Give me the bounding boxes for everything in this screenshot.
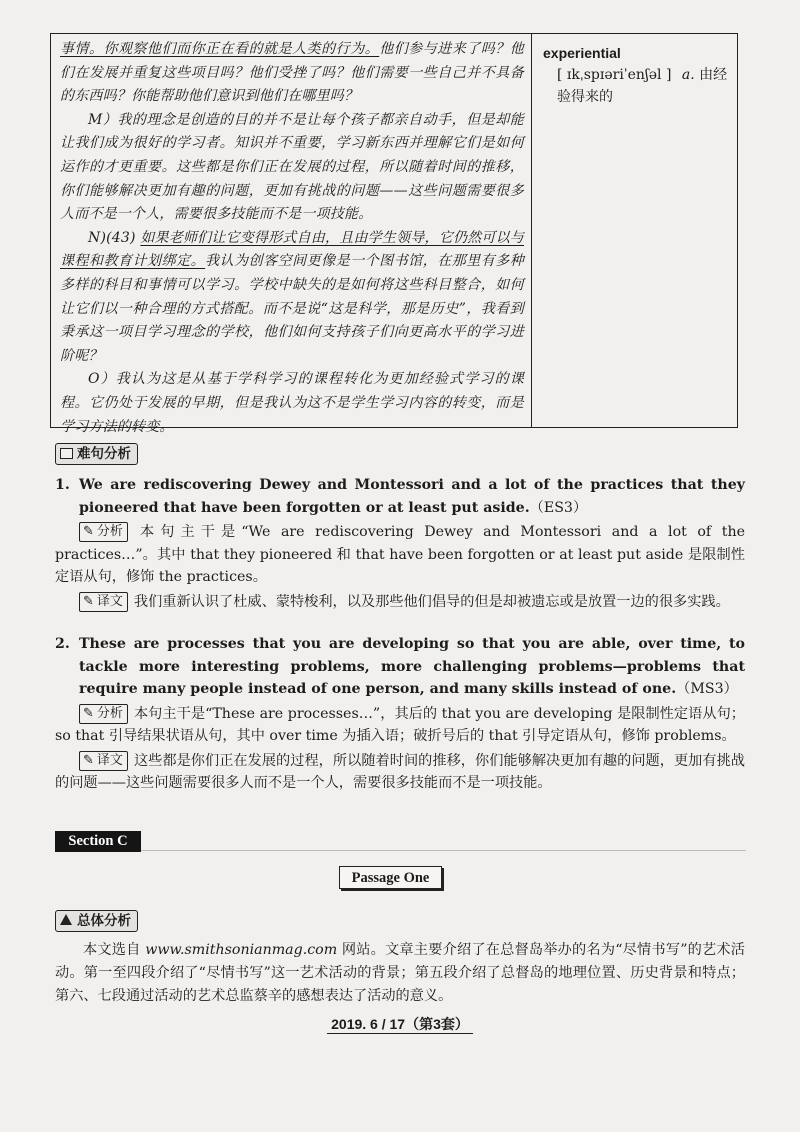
english-sentence: We are rediscovering Dewey and Montessori and a lot of the practices that they pioneered that have been forgotten or at least put aside.: [79, 477, 745, 516]
sentence-source: （MS3）: [676, 681, 738, 697]
vocab-word: experiential: [543, 45, 621, 61]
analysis-label: 分析: [96, 524, 123, 539]
overview-header: [55, 910, 138, 932]
pencil-icon: ✎: [83, 524, 94, 539]
paragraph-text: M）我的理念是创造的目的并不是让每个孩子都亲自动手，但是却能让我们成为很好的学习者。知识并不重要，学习新东西并理解它们是如何运作的才更重要。这些都是你们正在发展的过程，所以随着时间的推移，你们能够解决更加有趣的问题，更加有挑战的问题——这些问题需要很多人而不是一个人，需要很多技能而不是一项技能。: [60, 111, 524, 223]
paragraph-text: 我认为创客空间更像是一个图书馆，在那里有多种多样的科目和事情可以学习。学校中缺失的是如何将这些科目整合，如何让它们以一种合理的方式搭配。而不是说“这是科学，那是历史”，我看到秉承这一项目学习理念的学校，他们如何支持孩子们向更高水平的学习进阶呢？: [60, 253, 525, 364]
analysis-text: 本句主干是“These are processes…”，其后的 that you are developing 是限制性定语从句；so that 引导结果状语从句，其中 over time 为插入语；破折号后的 that 引导定语从句，修饰 problems。: [55, 705, 745, 744]
paragraph-text: N)(43): [88, 229, 141, 246]
pencil-icon: ✎: [83, 752, 94, 768]
translation-text: 这些都是你们正在发展的过程，所以随着时间的推移，你们能够解决更加有趣的问题，更加有挑战的问题——这些问题需要很多人而不是一个人，需要很多技能而不是一项技能。: [55, 752, 745, 791]
section-divider: [141, 850, 746, 851]
sentence-source: （ES3）: [529, 499, 588, 516]
translation-label: 译文: [96, 752, 123, 768]
pencil-icon: ✎: [83, 593, 94, 609]
difficult-sentences-header: [55, 443, 138, 465]
translation-block: [55, 591, 745, 614]
sentence-item-1: [55, 474, 745, 613]
translation-column: [60, 38, 524, 439]
passage-title: Passage One: [339, 866, 442, 889]
sentence-text: [55, 474, 745, 519]
pencil-icon: ✎: [83, 705, 94, 721]
summary-intro: 本文选自: [83, 942, 146, 958]
analysis-label: 分析: [96, 705, 123, 721]
vocab-phonetic: [ ɪkˌspɪəriˈenʃəl ]: [557, 67, 672, 83]
analysis-block: [55, 703, 745, 748]
translation-paragraph: [60, 109, 524, 227]
overview-icon: [60, 914, 72, 925]
vocab-meaning: 由经验得来的: [557, 67, 728, 105]
overview-title: 总体分析: [77, 913, 131, 929]
underlined-text: 事情。你观察他们而你正在看的就是人类的行为。: [60, 41, 380, 57]
page-number: 2019. 6 / 17（第3套）: [327, 1016, 473, 1034]
page-footer: [0, 1014, 800, 1034]
vocabulary-column: [543, 42, 733, 108]
note-icon: [60, 448, 73, 459]
vocab-pos: a.: [681, 67, 695, 83]
translation-paragraph: [60, 38, 524, 109]
translation-block: [55, 750, 745, 795]
overview-summary: [55, 939, 745, 1008]
translation-label: 译文: [96, 593, 123, 609]
underlined-text: 如果老师们让它变得形式自由，且由学生领导，它仍然可以与课程和教育计划绑定。: [60, 229, 524, 270]
analysis-tag: [79, 522, 128, 542]
analysis-block: [55, 521, 745, 589]
item-number: 1.: [55, 477, 70, 493]
vocab-entry: [543, 64, 733, 108]
translation-paragraph: [60, 227, 524, 369]
paragraph-text: 他们参与进来了吗？他们在发展并重复这些项目吗？他们受挫了吗？他们需要一些自己并不具备的东西吗？你能帮助他们意识到他们在哪里吗？: [60, 41, 525, 105]
translation-tag: [79, 592, 128, 612]
section-c-label: Section C: [55, 831, 141, 852]
summary-body: 网站。文章主要介绍了在总督岛举办的名为“尽情书写”的艺术活动。第一至四段介绍了“尽情书写”这一艺术活动的背景；第五段介绍了总督岛的地理位置、历史背景和特点；第六、七段通过活动的艺术总监蔡辛的感想表达了活动的意义。: [55, 942, 745, 1004]
translation-table: [50, 33, 738, 435]
sentence-item-2: [55, 633, 745, 795]
translation-tag: [79, 751, 128, 771]
item-number: 2.: [55, 636, 70, 652]
analysis-tag: [79, 704, 128, 724]
sentence-text: [55, 633, 745, 701]
analysis-text: 本句主干是“We are rediscovering Dewey and Montessori and a lot of the practices…”。其中 that they pioneered 和 that have been forgotten or at least put aside 是限制性定语从句，修饰 the practices。: [55, 524, 745, 585]
table-column-divider: [531, 34, 532, 427]
paragraph-text: O）我认为这是从基于学科学习的课程转化为更加经验式学习的课程。它仍处于发展的早期，但是我认为这不是学生学习内容的转变，而是学习方法的转变。: [60, 371, 524, 435]
source-website: www.smithsonianmag.com: [145, 942, 338, 958]
translation-text: 我们重新认识了杜威、蒙特梭利，以及那些他们倡导的但是却被遗忘或是放置一边的很多实践。: [133, 593, 730, 610]
english-sentence: These are processes that you are developing so that you are able, over time, to tackle more interesting problems, more challenging problems—problems that require many people instead of one person, and many skills instead of one.: [79, 636, 745, 697]
translation-paragraph: [60, 368, 524, 439]
difficult-sentences-title: 难句分析: [77, 446, 131, 462]
